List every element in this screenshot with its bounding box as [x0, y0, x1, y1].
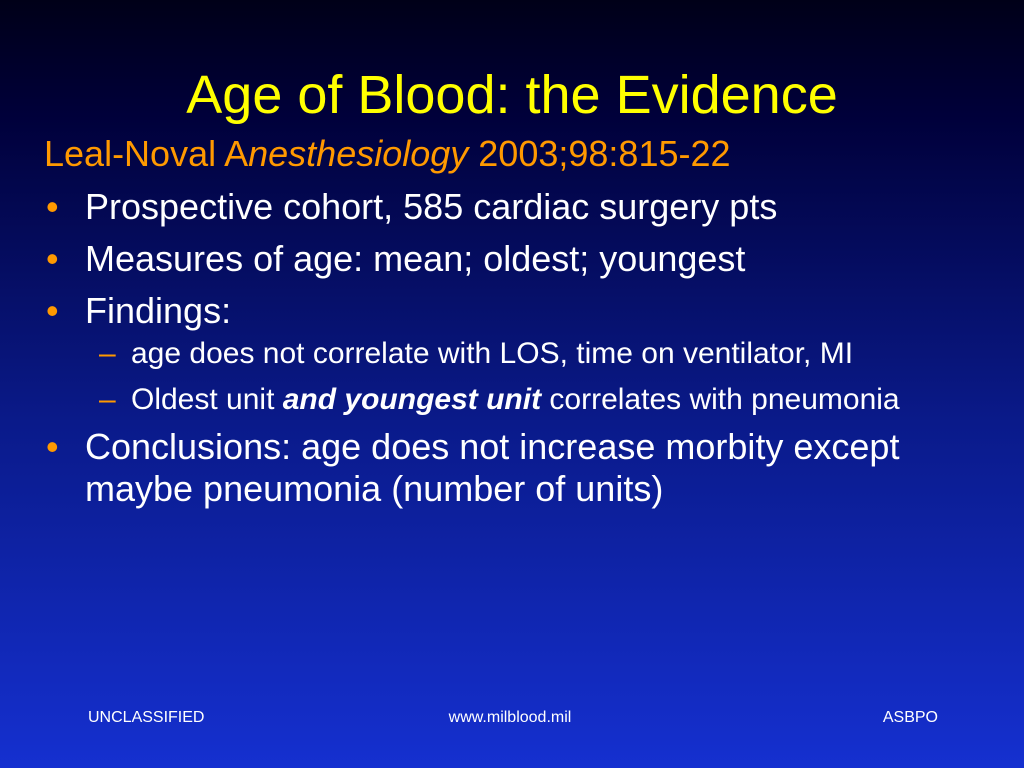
- bullet-text: Measures of age: mean; oldest; youngest: [85, 238, 746, 279]
- sub-bullet-item-correlation: [85, 336, 984, 372]
- bullet-item-study-design: [44, 186, 984, 228]
- sub-bullet-emphasis: and youngest unit: [282, 383, 542, 416]
- sub-bullet-text-pre: Oldest unit: [131, 383, 283, 416]
- footer-organization: ASBPO: [882, 709, 938, 726]
- sub-bullet-list: [85, 336, 984, 418]
- sub-bullet-text: age does not correlate with LOS, time on ventilator, MI: [131, 337, 854, 370]
- bullet-text: Findings:: [85, 290, 232, 331]
- footer-website: www.milblood.mil: [448, 709, 572, 726]
- citation-line: [44, 132, 731, 176]
- citation-author: Leal-Noval A: [44, 133, 249, 174]
- sub-bullet-marker: –: [99, 337, 116, 370]
- bullet-marker: •: [46, 238, 59, 279]
- bullet-item-conclusions: [44, 426, 984, 510]
- footer-classification: UNCLASSIFIED: [88, 709, 205, 726]
- bullet-marker: •: [46, 426, 59, 467]
- sub-bullet-item-pneumonia: [85, 382, 984, 418]
- bullet-item-findings: [44, 290, 984, 418]
- bullet-list: [44, 186, 984, 510]
- bullet-marker: •: [46, 186, 59, 227]
- slide-title: Age of Blood: the Evidence: [186, 65, 838, 125]
- bullet-item-measures: [44, 238, 984, 280]
- citation-reference: 2003;98:815-22: [468, 133, 731, 174]
- bullet-marker: •: [46, 290, 59, 331]
- bullet-text: Prospective cohort, 585 cardiac surgery pts: [85, 186, 778, 227]
- citation-journal: nesthesiology: [248, 133, 469, 174]
- bullet-text: Conclusions: age does not increase morbity except maybe pneumonia (number of units): [85, 426, 900, 509]
- sub-bullet-marker: –: [99, 383, 116, 416]
- sub-bullet-text-post: correlates with pneumonia: [541, 383, 900, 416]
